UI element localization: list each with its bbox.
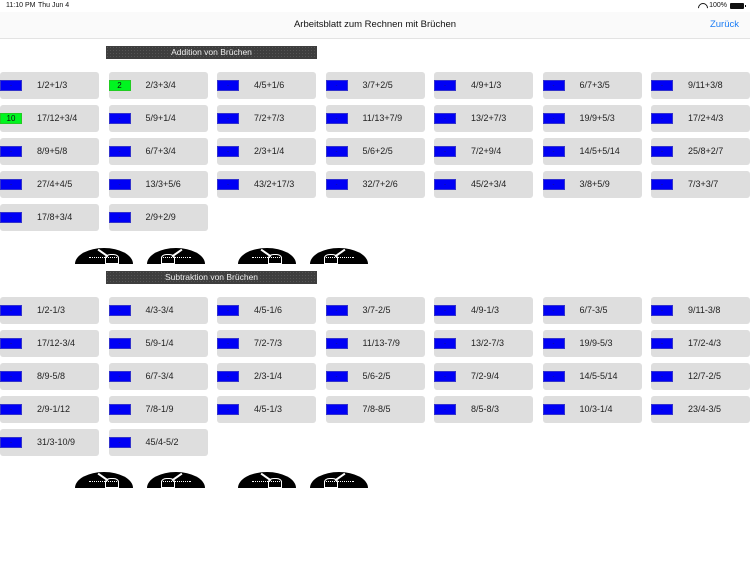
problem-card[interactable] <box>326 363 425 390</box>
answer-field[interactable]: - <box>109 113 131 124</box>
problem-card[interactable] <box>326 297 425 324</box>
problem-expression: 7/8-8/5 <box>362 404 391 414</box>
answer-field[interactable]: - <box>0 371 22 382</box>
answer-field[interactable]: - <box>543 146 565 157</box>
answer-field[interactable]: - <box>0 80 22 91</box>
answer-field[interactable]: - <box>0 146 22 157</box>
problem-expression: 7/8-1/9 <box>145 404 174 414</box>
answer-field[interactable]: - <box>0 404 22 415</box>
problem-expression: 13/2-7/3 <box>471 338 505 348</box>
problem-card[interactable] <box>326 72 425 99</box>
answer-field[interactable]: - <box>0 305 22 316</box>
monkey-emblem-icon <box>75 472 133 488</box>
problem-expression: 8/5-8/3 <box>471 404 500 414</box>
problem-expression: 2/3+3/4 <box>145 80 176 90</box>
problem-card[interactable] <box>0 429 99 456</box>
problem-expression: 17/12+3/4 <box>37 113 78 123</box>
problem-card[interactable] <box>651 297 750 324</box>
answer-field[interactable]: - <box>651 80 673 91</box>
answer-field[interactable]: - <box>543 80 565 91</box>
section-header-subtraction: Subtraktion von Brüchen <box>106 271 317 284</box>
problem-expression: 11/13-7/9 <box>362 338 400 348</box>
problem-card[interactable] <box>651 72 750 99</box>
problem-card[interactable] <box>434 171 533 198</box>
problem-expression: 9/11+3/8 <box>688 80 723 90</box>
problem-expression: 2/3-1/4 <box>254 371 283 381</box>
answer-field[interactable]: - <box>434 305 456 316</box>
answer-field[interactable]: - <box>0 212 22 223</box>
decoration-row-subtraction <box>0 472 750 492</box>
problem-expression: 8/9+5/8 <box>37 146 68 156</box>
problem-expression: 17/12-3/4 <box>37 338 76 348</box>
problem-card[interactable] <box>651 396 750 423</box>
answer-field[interactable]: - <box>109 371 131 382</box>
problem-card[interactable] <box>326 138 425 165</box>
problem-card[interactable] <box>0 204 99 231</box>
answer-field[interactable]: - <box>109 437 131 448</box>
problem-card[interactable] <box>0 363 99 390</box>
problem-expression: 14/5+5/14 <box>579 146 620 156</box>
answer-field[interactable]: - <box>326 404 348 415</box>
problem-expression: 4/9-1/3 <box>471 305 500 315</box>
problem-card[interactable] <box>543 363 642 390</box>
problem-card[interactable] <box>109 363 208 390</box>
answer-field[interactable]: - <box>651 146 673 157</box>
answer-field[interactable]: - <box>651 371 673 382</box>
answer-field[interactable]: - <box>434 146 456 157</box>
answer-field[interactable]: - <box>326 305 348 316</box>
problem-card[interactable] <box>0 72 99 99</box>
answer-field[interactable]: - <box>434 404 456 415</box>
answer-field[interactable]: - <box>217 113 239 124</box>
problem-card[interactable] <box>109 138 208 165</box>
answer-field[interactable]: - <box>543 338 565 349</box>
problem-card[interactable] <box>217 330 316 357</box>
problem-card[interactable] <box>217 396 316 423</box>
problem-expression: 45/4-5/2 <box>145 437 179 447</box>
emblem-detail <box>89 257 119 263</box>
answer-field[interactable]: - <box>109 146 131 157</box>
monkey-emblem-icon <box>310 248 368 264</box>
answer-field[interactable]: - <box>543 371 565 382</box>
problem-expression: 1/2+1/3 <box>37 80 68 90</box>
answer-field[interactable]: - <box>543 404 565 415</box>
problem-expression: 12/7-2/5 <box>688 371 722 381</box>
answer-field[interactable]: - <box>434 80 456 91</box>
answer-field[interactable]: - <box>651 179 673 190</box>
problem-card[interactable] <box>651 363 750 390</box>
problem-card[interactable] <box>543 171 642 198</box>
problem-expression: 23/4-3/5 <box>688 404 722 414</box>
problem-card[interactable] <box>217 171 316 198</box>
problem-expression: 19/9+5/3 <box>579 113 615 123</box>
monkey-emblem-icon <box>147 472 205 488</box>
problem-expression: 13/3+5/6 <box>145 179 181 189</box>
answer-field[interactable]: - <box>651 338 673 349</box>
problem-card[interactable] <box>109 297 208 324</box>
problem-card[interactable] <box>543 138 642 165</box>
problem-expression: 9/11-3/8 <box>688 305 721 315</box>
problem-card[interactable] <box>326 396 425 423</box>
problem-card[interactable] <box>217 105 316 132</box>
problem-card[interactable] <box>434 363 533 390</box>
monkey-emblem-icon <box>238 472 296 488</box>
answer-field[interactable]: - <box>543 179 565 190</box>
answer-field[interactable]: 10 <box>0 113 22 124</box>
problem-expression: 2/9-1/12 <box>37 404 71 414</box>
problem-card[interactable] <box>0 297 99 324</box>
answer-field[interactable]: - <box>217 179 239 190</box>
problem-expression: 4/5+1/6 <box>254 80 285 90</box>
decoration-row-addition <box>0 248 750 268</box>
problem-card[interactable] <box>217 363 316 390</box>
problem-expression: 7/2+9/4 <box>471 146 502 156</box>
problem-expression: 4/3-3/4 <box>145 305 174 315</box>
problem-expression: 2/3+1/4 <box>254 146 285 156</box>
answer-field[interactable]: - <box>217 80 239 91</box>
answer-field[interactable]: - <box>651 305 673 316</box>
problem-expression: 6/7-3/4 <box>145 371 174 381</box>
answer-field[interactable]: - <box>217 338 239 349</box>
answer-field[interactable]: - <box>434 113 456 124</box>
emblem-detail <box>324 481 354 487</box>
answer-field[interactable]: - <box>109 404 131 415</box>
answer-field[interactable]: - <box>217 305 239 316</box>
problem-expression: 13/2+7/3 <box>471 113 507 123</box>
problem-expression: 17/8+3/4 <box>37 212 73 222</box>
problem-expression: 5/9-1/4 <box>145 338 174 348</box>
answer-field[interactable]: - <box>326 338 348 349</box>
problem-card[interactable] <box>217 297 316 324</box>
answer-field[interactable]: - <box>217 404 239 415</box>
answer-field[interactable]: - <box>543 113 565 124</box>
problem-card[interactable] <box>434 105 533 132</box>
emblem-detail <box>89 481 119 487</box>
answer-field[interactable]: - <box>326 179 348 190</box>
problem-card[interactable] <box>0 138 99 165</box>
answer-field[interactable]: - <box>109 212 131 223</box>
problem-card[interactable] <box>543 72 642 99</box>
answer-field[interactable]: - <box>651 404 673 415</box>
status-right <box>698 2 744 9</box>
section-header-addition: Addition von Brüchen <box>106 46 317 59</box>
answer-field[interactable]: - <box>0 179 22 190</box>
problem-expression: 17/2+4/3 <box>688 113 724 123</box>
problem-card[interactable] <box>0 171 99 198</box>
answer-field[interactable]: - <box>651 113 673 124</box>
problem-expression: 6/7+3/5 <box>579 80 610 90</box>
problem-expression: 7/2-7/3 <box>254 338 283 348</box>
problem-card[interactable] <box>326 330 425 357</box>
problem-expression: 2/9+2/9 <box>145 212 176 222</box>
problem-card[interactable] <box>543 297 642 324</box>
problem-expression: 4/9+1/3 <box>471 80 502 90</box>
answer-field[interactable]: - <box>326 113 348 124</box>
problem-expression: 6/7-3/5 <box>579 305 608 315</box>
monkey-emblem-icon <box>147 248 205 264</box>
emblem-detail <box>161 257 191 263</box>
battery-percent: 100% <box>709 2 727 9</box>
problem-card[interactable] <box>434 72 533 99</box>
answer-field[interactable]: - <box>543 305 565 316</box>
problem-expression: 31/3-10/9 <box>37 437 76 447</box>
problem-expression: 19/9-5/3 <box>579 338 613 348</box>
monkey-emblem-icon <box>310 472 368 488</box>
problem-card[interactable] <box>0 330 99 357</box>
problem-expression: 3/8+5/9 <box>579 179 610 189</box>
problem-card[interactable] <box>651 330 750 357</box>
problem-card[interactable] <box>651 105 750 132</box>
problem-expression: 45/2+3/4 <box>471 179 507 189</box>
answer-field[interactable]: - <box>326 146 348 157</box>
back-button[interactable]: Zurück <box>709 19 739 30</box>
problem-card[interactable] <box>434 330 533 357</box>
problem-card[interactable] <box>543 396 642 423</box>
problem-card[interactable] <box>434 138 533 165</box>
page-title: Arbeitsblatt zum Rechnen mit Brüchen <box>293 19 457 30</box>
problem-card[interactable] <box>109 429 208 456</box>
problem-expression: 5/9+1/4 <box>145 113 176 123</box>
problem-expression: 8/9-5/8 <box>37 371 66 381</box>
problem-expression: 25/8+2/7 <box>688 146 724 156</box>
problem-card[interactable] <box>0 396 99 423</box>
problem-expression: 1/2-1/3 <box>37 305 66 315</box>
problem-expression: 32/7+2/6 <box>362 179 398 189</box>
emblem-detail <box>252 481 282 487</box>
problem-card[interactable] <box>651 171 750 198</box>
problem-expression: 17/2-4/3 <box>688 338 722 348</box>
emblem-detail <box>161 481 191 487</box>
problem-card[interactable] <box>326 171 425 198</box>
problem-card[interactable] <box>326 105 425 132</box>
problem-card[interactable] <box>109 105 208 132</box>
monkey-emblem-icon <box>238 248 296 264</box>
answer-field[interactable]: - <box>0 437 22 448</box>
problem-card[interactable] <box>543 330 642 357</box>
monkey-emblem-icon <box>75 248 133 264</box>
answer-field[interactable]: - <box>434 371 456 382</box>
problem-card[interactable] <box>109 72 208 99</box>
answer-field[interactable]: - <box>434 179 456 190</box>
problem-card[interactable] <box>651 138 750 165</box>
problem-expression: 27/4+4/5 <box>37 179 73 189</box>
answer-field[interactable]: - <box>326 80 348 91</box>
problem-expression: 7/3+3/7 <box>688 179 719 189</box>
problem-expression: 5/6+2/5 <box>362 146 393 156</box>
problem-card[interactable] <box>434 396 533 423</box>
problem-expression: 43/2+17/3 <box>254 179 295 189</box>
answer-field[interactable]: - <box>0 338 22 349</box>
answer-field[interactable]: - <box>109 305 131 316</box>
answer-field[interactable]: - <box>326 371 348 382</box>
problem-expression: 7/2-9/4 <box>471 371 500 381</box>
problem-card[interactable] <box>217 72 316 99</box>
problem-card[interactable] <box>434 297 533 324</box>
problem-expression: 5/6-2/5 <box>362 371 391 381</box>
problem-card[interactable] <box>109 171 208 198</box>
problem-card[interactable] <box>0 105 99 132</box>
answer-field[interactable]: 2 <box>109 80 131 91</box>
problem-expression: 10/3-1/4 <box>579 404 613 414</box>
status-time: 11:10 PM <box>6 2 36 9</box>
problem-expression: 14/5-5/14 <box>579 371 618 381</box>
status-date: Thu Jun 4 <box>38 2 70 9</box>
wifi-icon <box>698 3 706 9</box>
problem-card[interactable] <box>109 204 208 231</box>
problem-expression: 7/2+7/3 <box>254 113 285 123</box>
problem-card[interactable] <box>109 396 208 423</box>
answer-field[interactable]: - <box>217 371 239 382</box>
navigation-bar <box>0 12 750 39</box>
problem-card[interactable] <box>217 138 316 165</box>
problem-card[interactable] <box>109 330 208 357</box>
problem-expression: 4/5-1/3 <box>254 404 283 414</box>
problem-expression: 11/13+7/9 <box>362 113 403 123</box>
battery-icon <box>730 3 744 9</box>
problem-expression: 3/7+2/5 <box>362 80 393 90</box>
answer-field[interactable]: - <box>217 146 239 157</box>
problem-expression: 4/5-1/6 <box>254 305 283 315</box>
emblem-detail <box>324 257 354 263</box>
problem-card[interactable] <box>543 105 642 132</box>
answer-field[interactable]: - <box>434 338 456 349</box>
answer-field[interactable]: - <box>109 338 131 349</box>
emblem-detail <box>252 257 282 263</box>
answer-field[interactable]: - <box>109 179 131 190</box>
problem-expression: 6/7+3/4 <box>145 146 176 156</box>
problem-expression: 3/7-2/5 <box>362 305 391 315</box>
status-bar <box>0 0 750 12</box>
